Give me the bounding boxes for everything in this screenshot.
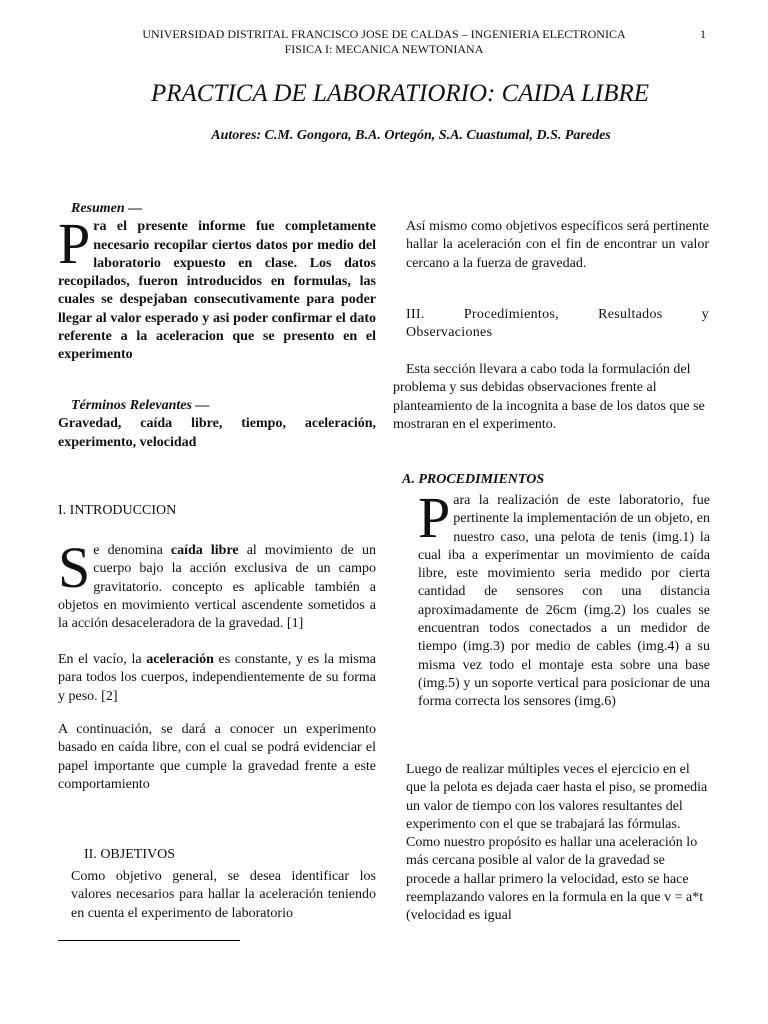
- abstract-drop-cap: P: [58, 211, 91, 277]
- page-number: 1: [700, 27, 706, 41]
- abstract-body: ra el presente informe fue completamente necesario recopilar ciertos datos por medio del laboratorio expuesto en clase. Los datos recopilados, fueron introducidos en formulas, las cuales se despejaban consecutivamente para poder llegar al valor esperado y asi poder confirmar el dato referente a la aceleracion que se presento en el experimento: [58, 219, 376, 363]
- section3-heading-line2: Observaciones: [406, 325, 493, 341]
- procedimientos-drop-cap: P: [418, 485, 451, 550]
- paper-authors: Autores: C.M. Gongora, B.A. Ortegón, S.A. Cuastumal, D.S. Paredes: [211, 128, 611, 143]
- abstract-text: [58, 211, 376, 364]
- abstract-label: Resumen —: [71, 201, 143, 216]
- keywords-text: Gravedad, caída libre, tiempo, aceleración, experimento, velocidad: [58, 416, 376, 450]
- procedimientos-heading: A. PROCEDIMIENTOS: [402, 472, 545, 487]
- intro-p2-a: En el vacío, la: [58, 652, 147, 667]
- intro-p1-a: e denomina: [93, 543, 171, 558]
- procedimientos-paragraph-1: [418, 485, 710, 712]
- procedimientos-paragraph-2: Luego de realizar múltiples veces el ejercicio en el que la pelota es dejada caer hasta el piso, se promedia un valor de tiempo con los valores resultantes del experimento con el que se trabajará las fórmulas. Como nuestro propósito es hallar una aceleración lo más cercana posible al valor de la gravedad se procede a hallar primero la velocidad, esto se hace reemplazando valores en la formula en la que v = a*t (velocidad es igual: [406, 762, 708, 924]
- objetivos-paragraph-2: Así mismo como objetivos específicos será pertinente hallar la aceleración con el fin de encontrar un valor cercano a la fuerza de gravedad.: [406, 219, 709, 271]
- footnote-rule: [58, 940, 240, 941]
- keywords-block: [58, 397, 376, 452]
- intro-paragraph-1: [58, 535, 376, 633]
- procedimientos-p1-text: ara la realización de este laboratorio, fue pertinente la implementación de un objeto, en nuestro caso, una pelota de tenis (img.1) la cual iba a experimentar un movimiento de caída libre, este movimiento seria medido por cierta cantidad de sensores con una distancia aproximadamente de 26cm (img.2) los cuales se encuentran todos conectados a un medidor de tiempo (img.3) por medio de cables (img.4) a su misma vez todo el montaje esta sobre una base (img.5) y un soporte vertical para posicionar de una forma correcta los sensores (img.6): [418, 493, 710, 710]
- section3-heading-line1: III. Procedimientos, Resultados y: [406, 307, 709, 322]
- objetivos-heading: II. OBJETIVOS: [84, 847, 175, 862]
- intro-paragraph-2: [58, 651, 376, 706]
- intro-p1-bold: caída libre: [170, 543, 239, 558]
- intro-drop-cap: S: [58, 535, 91, 600]
- intro-p2-bold: aceleración: [146, 652, 214, 667]
- section3-heading: [406, 306, 709, 343]
- section3-paragraph: [393, 361, 710, 434]
- header-course: FISICA I: MECANICA NEWTONIANA: [284, 42, 484, 56]
- running-header: [0, 27, 768, 57]
- header-university: UNIVERSIDAD DISTRITAL FRANCISCO JOSE DE CALDAS – INGENIERIA ELECTRONICA: [142, 27, 626, 41]
- paper-title: PRACTICA DE LABORATIORIO: CAIDA LIBRE: [150, 80, 650, 107]
- section3-text: Esta sección llevara a cabo toda la formulación del problema y sus debidas observaciones frente al planteamiento de la incognita a base de los datos que se mostraran en el experimento.: [393, 362, 705, 432]
- keywords-label: Términos Relevantes —: [71, 398, 210, 413]
- intro-p1-b: al movimiento de un cuerpo bajo la acción exclusiva de un campo gravitatorio. concepto es aplicable también a objetos en movimiento vertical ascendente sometidos a la acción desaceleradora de la gravedad. [1]: [58, 543, 376, 632]
- intro-paragraph-3: A continuación, se dará a conocer un experimento basado en caída libre, con el cual se podrá evidenciar el papel importante que cumple la gravedad frente a este comportamiento: [58, 722, 376, 792]
- abstract-block: [58, 200, 376, 365]
- intro-p2-b: es constante, y es la misma para todos los cuerpos, independientemente de su forma y peso. [2]: [58, 652, 376, 704]
- objetivos-paragraph-1: Como objetivo general, se desea identificar los valores necesarios para hallar la aceleración teniendo en cuenta el experimento de laboratorio: [71, 869, 376, 921]
- intro-heading: I. INTRODUCCION: [58, 503, 177, 518]
